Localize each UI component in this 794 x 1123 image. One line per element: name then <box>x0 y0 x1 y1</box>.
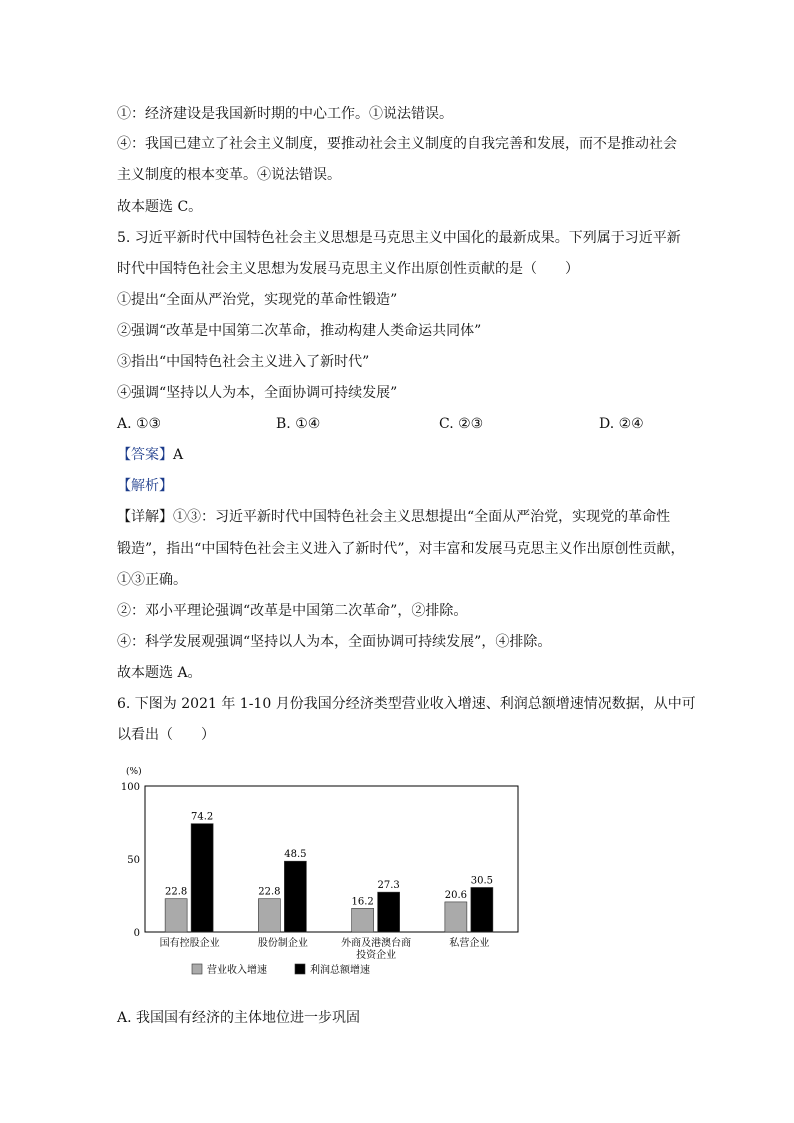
legend-label: 利润总额增速 <box>310 965 370 976</box>
text-line: ①：经济建设是我国新时期的中心工作。①说法错误。 <box>117 106 453 122</box>
bar-revenue-growth <box>258 899 280 932</box>
bar-revenue-growth <box>352 908 374 932</box>
analysis-tag-line <box>117 476 173 496</box>
bar-profit-growth <box>191 824 213 932</box>
statement-4: ④强调“坚持以人为本，全面协调可持续发展” <box>117 385 398 401</box>
bar-value-label: 48.5 <box>284 849 307 861</box>
x-category-label: 外商及港澳台商 <box>341 938 412 949</box>
y-tick-label: 0 <box>133 928 140 939</box>
text-line: 主义制度的根本变革。④说法错误。 <box>117 167 341 183</box>
bar-value-label: 74.2 <box>190 811 214 823</box>
bar-profit-growth <box>378 892 400 932</box>
text-line: ④：我国已建立了社会主义制度，要推动社会主义制度的自我完善和发展，而不是推动社会 <box>117 136 677 152</box>
y-tick-label: 50 <box>127 855 140 866</box>
detail-line: ①③正确。 <box>117 572 187 588</box>
detail-line: ④：科学发展观强调“坚持以人为本，全面协调可持续发展”，④排除。 <box>117 634 552 650</box>
statement-3: ③指出“中国特色社会主义进入了新时代” <box>117 354 370 370</box>
answer-tag: 【答案】 <box>117 447 173 463</box>
bar-value-label: 22.8 <box>258 886 281 898</box>
detail-line: 【详解】①③：习近平新时代中国特色社会主义思想提出“全面从严治党，实现党的革命性 <box>117 509 671 525</box>
question-5-stem: 5. 习近平新时代中国特色社会主义思想是马克思主义中国化的最新成果。下列属于习近平新 <box>117 230 681 246</box>
bar-chart <box>100 760 540 995</box>
x-category-label: 投资企业 <box>356 950 397 961</box>
y-unit-label: (%) <box>126 767 142 777</box>
bar-value-label: 22.8 <box>164 886 188 898</box>
detail-line: 故本题选 A。 <box>117 665 202 681</box>
answer-value: A <box>173 447 184 463</box>
question-6-stem: 以看出（ ） <box>117 727 215 743</box>
question-5-stem: 时代中国特色社会主义思想为发展马克思主义作出原创性贡献的是（ ） <box>117 261 579 277</box>
bar-value-label: 30.5 <box>470 875 494 887</box>
option-c: C. ②③ <box>439 416 484 432</box>
statement-2: ②强调“改革是中国第二次革命，推动构建人类命运共同体” <box>117 323 482 339</box>
option-d: D. ②④ <box>599 416 644 432</box>
detail-line: ②：邓小平理论强调“改革是中国第二次革命”，②排除。 <box>117 603 468 619</box>
legend-label: 营业收入增速 <box>207 965 267 976</box>
y-tick-label: 100 <box>120 782 140 793</box>
bar-value-label: 20.6 <box>444 889 468 901</box>
answer-line <box>117 445 183 465</box>
option-a: A. ①③ <box>117 416 162 432</box>
detail-line: 锻造”，指出“中国特色社会主义进入了新时代”，对丰富和发展马克思主义作出原创性贡献， <box>117 541 685 557</box>
question-6-option-a: A. 我国国有经济的主体地位进一步巩固 <box>117 1010 361 1026</box>
bar-revenue-growth <box>165 899 187 932</box>
statement-1: ①提出“全面从严治党，实现党的革命性锻造” <box>117 292 398 308</box>
bar-profit-growth <box>284 861 306 932</box>
x-category-label: 股份制企业 <box>257 938 308 949</box>
bar-value-label: 27.3 <box>377 880 400 892</box>
legend-swatch <box>192 964 202 974</box>
analysis-tag: 【解析】 <box>117 478 173 494</box>
option-b: B. ①④ <box>276 416 321 432</box>
bar-value-label: 16.2 <box>351 896 374 908</box>
text-line: 故本题选 C。 <box>117 199 203 215</box>
bar-profit-growth <box>471 887 493 932</box>
bar-revenue-growth <box>445 902 467 932</box>
legend-swatch <box>295 964 305 974</box>
x-category-label: 私营企业 <box>449 938 490 949</box>
x-category-label: 国有控股企业 <box>159 938 220 949</box>
question-6-stem: 6. 下图为 2021 年 1-10 月份我国分经济类型营业收入增速、利润总额增速情况数据，从中可 <box>117 696 696 712</box>
